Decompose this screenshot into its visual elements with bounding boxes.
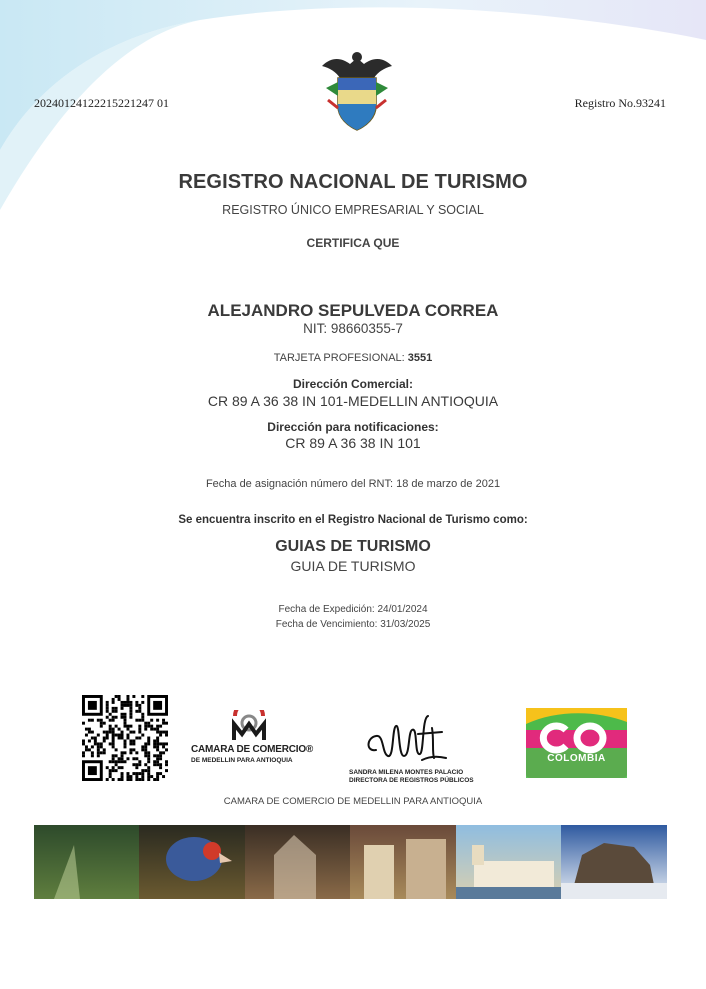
signer-name: SANDRA MILENA MONTES PALACIO [349, 769, 464, 776]
tarjeta-profesional [0, 352, 706, 364]
certificate-title: REGISTRO NACIONAL DE TURISMO [178, 171, 528, 193]
direccion-notificaciones-value: CR 89 A 36 38 IN 101 [285, 435, 421, 451]
registro-number: Registro No.93241 [574, 96, 666, 110]
signer-title: DIRECTORA DE REGISTROS PÚBLICOS [349, 777, 474, 784]
certifica-que: CERTIFICA QUE [306, 236, 400, 250]
fecha-vencimiento: Fecha de Vencimiento: 31/03/2025 [275, 619, 431, 630]
direccion-notificaciones-label: Dirección para notificaciones: [267, 420, 439, 434]
fecha-expedicion: Fecha de Expedición: 24/01/2024 [278, 604, 428, 615]
fecha-asignacion: Fecha de asignación número del RNT: 18 de marzo de 2021 [205, 478, 501, 490]
tarjeta-value: 3551 [407, 352, 433, 364]
camara-subtitle: DE MEDELLIN PARA ANTIOQUIA [191, 757, 293, 764]
tourism-photo-strip [34, 825, 667, 899]
coat-of-arms-icon [318, 48, 396, 132]
colombia-brand-text: COLOMBIA [547, 753, 606, 764]
holder-nit: NIT: 98660355-7 [303, 321, 403, 336]
footer-camara-name: CAMARA DE COMERCIO DE MEDELLIN PARA ANTIOQUIA [223, 796, 483, 807]
holder-name: ALEJANDRO SEPULVEDA CORREA [207, 301, 499, 320]
inscrito-statement: Se encuentra inscrito en el Registro Nacional de Turismo como: [178, 514, 528, 526]
direccion-comercial-label: Dirección Comercial: [292, 377, 414, 391]
categoria: GUIAS DE TURISMO [275, 538, 431, 555]
document-id: 20240124122215221247 01 [34, 96, 169, 110]
camara-name: CAMARA DE COMERCIO® [191, 744, 314, 755]
qr-code [82, 695, 168, 781]
colombia-brand-logo-icon [526, 708, 627, 778]
direccion-comercial-value: CR 89 A 36 38 IN 101-MEDELLIN ANTIOQUIA [207, 393, 499, 409]
certificate-subtitle: REGISTRO ÚNICO EMPRESARIAL Y SOCIAL [222, 203, 484, 217]
tarjeta-label: TARJETA PROFESIONAL: [273, 352, 408, 364]
signature [362, 712, 452, 767]
subcategoria: GUIA DE TURISMO [290, 558, 416, 574]
